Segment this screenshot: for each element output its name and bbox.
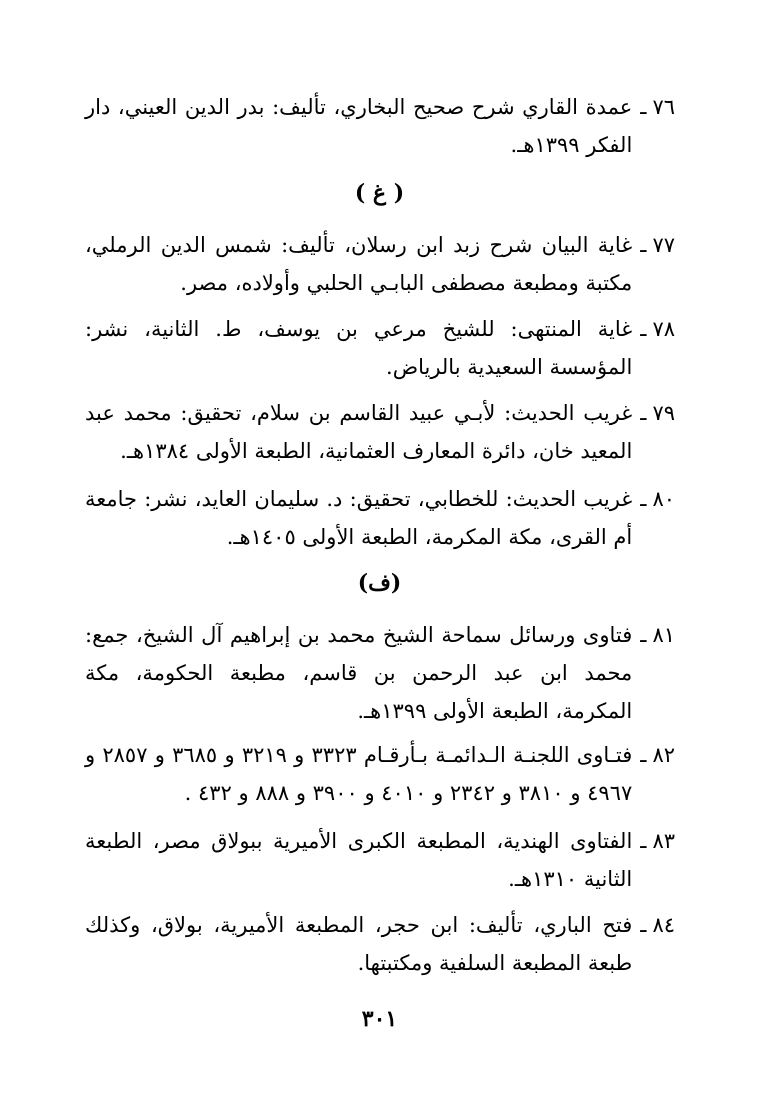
section-heading-ghain: ( غ ) xyxy=(354,180,405,206)
entry-text: غاية البيان شرح زبد ابن رسلان، تأليف: شمس الدين الرملي، مكتبة ومطبعة مصطفى البابـي الحلبي وأولاده، مصر. xyxy=(85,233,633,295)
entry-text: فتـاوى اللجنـة الـدائمـة بـأرقـام ٣٣٢٣ و ٣٢١٩ و ٣٦٨٥ و ٢٨٥٧ و ٤٩٦٧ و ٣٨١٠ و ٢٣٤٢ و ٤٠١٠ و ٣٩٠٠ و ٨٨٨ و ٤٣٢ . xyxy=(85,743,633,805)
bibliography-entry-81 xyxy=(85,616,675,730)
entry-number: ٧٧ xyxy=(652,233,675,257)
entry-dash: ـ xyxy=(640,233,647,257)
bibliography-entry-82 xyxy=(85,736,675,812)
entry-number: ٧٦ xyxy=(652,95,675,119)
bibliography-entry-80 xyxy=(85,480,675,556)
entry-dash: ـ xyxy=(640,913,647,937)
entry-number: ٨٠ xyxy=(652,487,675,511)
bibliography-entry-78 xyxy=(85,310,675,386)
entry-number: ٨٢ xyxy=(652,743,675,767)
entry-text: غريب الحديث: للخطابي، تحقيق: د. سليمان العايد، نشر: جامعة أم القرى، مكة المكرمة، الطبعة الأولى ١٤٠٥هـ. xyxy=(85,487,633,549)
section-heading-fa: (ف) xyxy=(357,570,402,596)
entry-text: غريب الحديث: لأبـي عبيد القاسم بن سلام، تحقيق: محمد عبد المعيد خان، دائرة المعارف العثمانية، الطبعة الأولى ١٣٨٤هـ. xyxy=(85,401,633,463)
entry-dash: ـ xyxy=(640,95,647,119)
entry-dash: ـ xyxy=(640,743,647,767)
bibliography-entry-76 xyxy=(85,88,675,164)
bibliography-entry-83 xyxy=(85,822,675,898)
entry-dash: ـ xyxy=(640,829,647,853)
entry-text: عمدة القاري شرح صحيح البخاري، تأليف: بدر الدين العيني، دار الفكر ١٣٩٩هـ. xyxy=(85,95,633,157)
bibliography-entry-84 xyxy=(85,906,675,982)
entry-number: ٧٩ xyxy=(652,401,675,425)
entry-dash: ـ xyxy=(640,623,647,647)
entry-number: ٨١ xyxy=(652,623,675,647)
entry-dash: ـ xyxy=(640,487,647,511)
entry-number: ٧٨ xyxy=(652,317,675,341)
page-number: ٣٠١ xyxy=(361,1006,398,1032)
entry-text: غاية المنتهى: للشيخ مرعي بن يوسف، ط. الثانية، نشر: المؤسسة السعيدية بالرياض. xyxy=(85,317,633,379)
bibliography-entry-79 xyxy=(85,394,675,470)
bibliography-entry-77 xyxy=(85,226,675,302)
entry-text: الفتاوى الهندية، المطبعة الكبرى الأميرية ببولاق مصر، الطبعة الثانية ١٣١٠هـ. xyxy=(85,829,633,891)
entry-dash: ـ xyxy=(640,401,647,425)
entry-text: فتح الباري، تأليف: ابن حجر، المطبعة الأميرية، بولاق، وكذلك طبعة المطبعة السلفية ومكتبتها. xyxy=(85,913,633,975)
entry-dash: ـ xyxy=(640,317,647,341)
entry-text: فتاوى ورسائل سماحة الشيخ محمد بن إبراهيم آل الشيخ، جمع: محمد ابن عبد الرحمن بن قاسم، مطبعة الحكومة، مكة المكرمة، الطبعة الأولى ١٣٩٩هـ. xyxy=(85,623,633,723)
entry-number: ٨٣ xyxy=(652,829,675,853)
entry-number: ٨٤ xyxy=(652,913,675,937)
